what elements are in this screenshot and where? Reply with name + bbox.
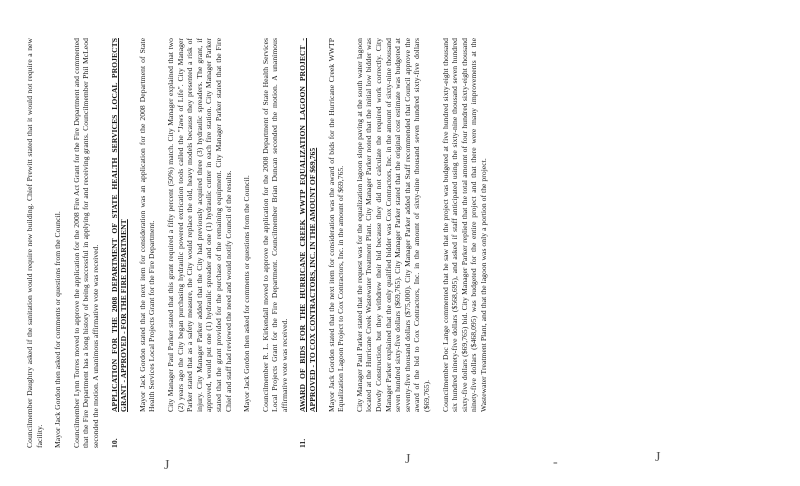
margin-mark: -	[553, 455, 558, 470]
paragraph-text: Councilmember R. L. Kirkendall moved to approve the application for the 2008 Department of State Health Services Local Projects Grant for the Fire Department. Councilmember Brian Duncan seconded the motion. A unanimous affirmative vote was received.	[260, 38, 289, 412]
margin-mark: J	[405, 452, 411, 467]
paragraph-text: Councilmember Daughtry asked if the sanitation would require new building. Chief Prewitt stated that it would not require a new facility.	[25, 38, 44, 448]
section-title: AWARD OF BIDS FOR THE HURRICANE CREEK WWTP EQUALIZATION LAGOON PROJECT - APPROVED - TO COX CONTRACTORS, INC. IN THE AMOUNT OF $69,765	[298, 38, 318, 412]
paragraph-text: City Manager Paul Parker stated that this grant required a fifty percent (50%) match. City Manager explained that two (2) years ago the City began purchasing hydraulic powered extrication tools called the "Jaws of Life". City Manager Parker stated that as a safety measure, the City would replace the old, heavy models because they presented a risk of injury. City Manager Parker added that the City had previously acquired three (3) hydraulic spreaders. The grant, if approved, would put one (1) hydraulic spreader and one (1) hydraulic cutter in each fire station. City Manager Parker stated that the grant provided for the purchase of the remaining equipment. City Manager Parker stated that the Fire Chief and staff had reviewed the need and would notify Council of the results.	[165, 38, 233, 412]
paragraph-text: Councilmember Doc Lange commented that he saw that the project was budgeted at five hundred sixty-eight thousand six hundred ninety-five dollars ($568,695), and asked if staff anticipated using the sixty-nine thousand seven hundred sixty-five dollars ($69,765) bid. City Manager Parker replied that the total amount of four hundred sixty-eight thousand ninety-five dollars ($468,095) was budgeted for the entire project and that there were many improvements at the Wastewater Treatment Plant, and that the lagoon was only a portion of the project.	[440, 38, 488, 412]
margin-mark: J	[655, 450, 661, 465]
section-number: 10.	[109, 438, 119, 448]
margin-mark: J	[164, 458, 170, 473]
paragraph-text: Mayor Jack Gordon then asked for comments or questions from the Council.	[242, 175, 252, 412]
paragraph-text: City Manager Paul Parker stated that the request was for the equalization lagoon slope paving at the south water lagoon located at the Hurricane Creek Wastewater Treatment Plant. City Manager Parker noted that the initial low bidder was Dowdy Construction, but they withdrew their bid because they did not calculate the required work correctly. City Manager Parker explained that the only qualified bidder was Cox Contractors, Inc. in the amount of sixty-nine thousand seven hundred sixty-five dollars ($69,765). City Manager Parker stated that the original cost estimate was budgeted at seventy-five thousand dollars ($75,000). City Manager Parker added that Staff recommended that Council approve the award of the bid to Cox Contractors, Inc. in the amount of sixty-nine thousand seven hundred sixty-five dollars ($69,765).	[354, 38, 431, 412]
section-title: APPLICATION FOR THE 2008 DEPARTMENT OF STATE HEALTH SERVICES LOCAL PROJECTS GRANT - APPROVED - FOR THE FIRE DEPARTMENT	[109, 38, 129, 412]
paragraph-text: Mayor Jack Gordon stated that the next item for consideration was an application for the 2008 Department of State Health Services Local Projects Grant for the Fire Department.	[137, 38, 157, 412]
paragraph-text: Mayor Jack Gordon stated that the next item for consideration was the award of bids for the Hurricane Creek WWTP Equalization Lagoon Project to Cox Contractors, Inc. in the amount of $69,765.	[326, 38, 346, 412]
section-number: 11.	[298, 438, 308, 448]
paragraph-text: Mayor Jack Gordon then asked for comments or questions from the Council.	[53, 211, 63, 448]
paragraph-text: Councilmember Lynn Torres moved to approve the application for the 2008 Fire Act Grant for the Fire Department and commented that the Fire Department has a long history of being successful in applying for and receiving grants. Councilmember Phil McLeod seconded the motion. A unanimous affirmative vote was received.	[71, 38, 100, 448]
